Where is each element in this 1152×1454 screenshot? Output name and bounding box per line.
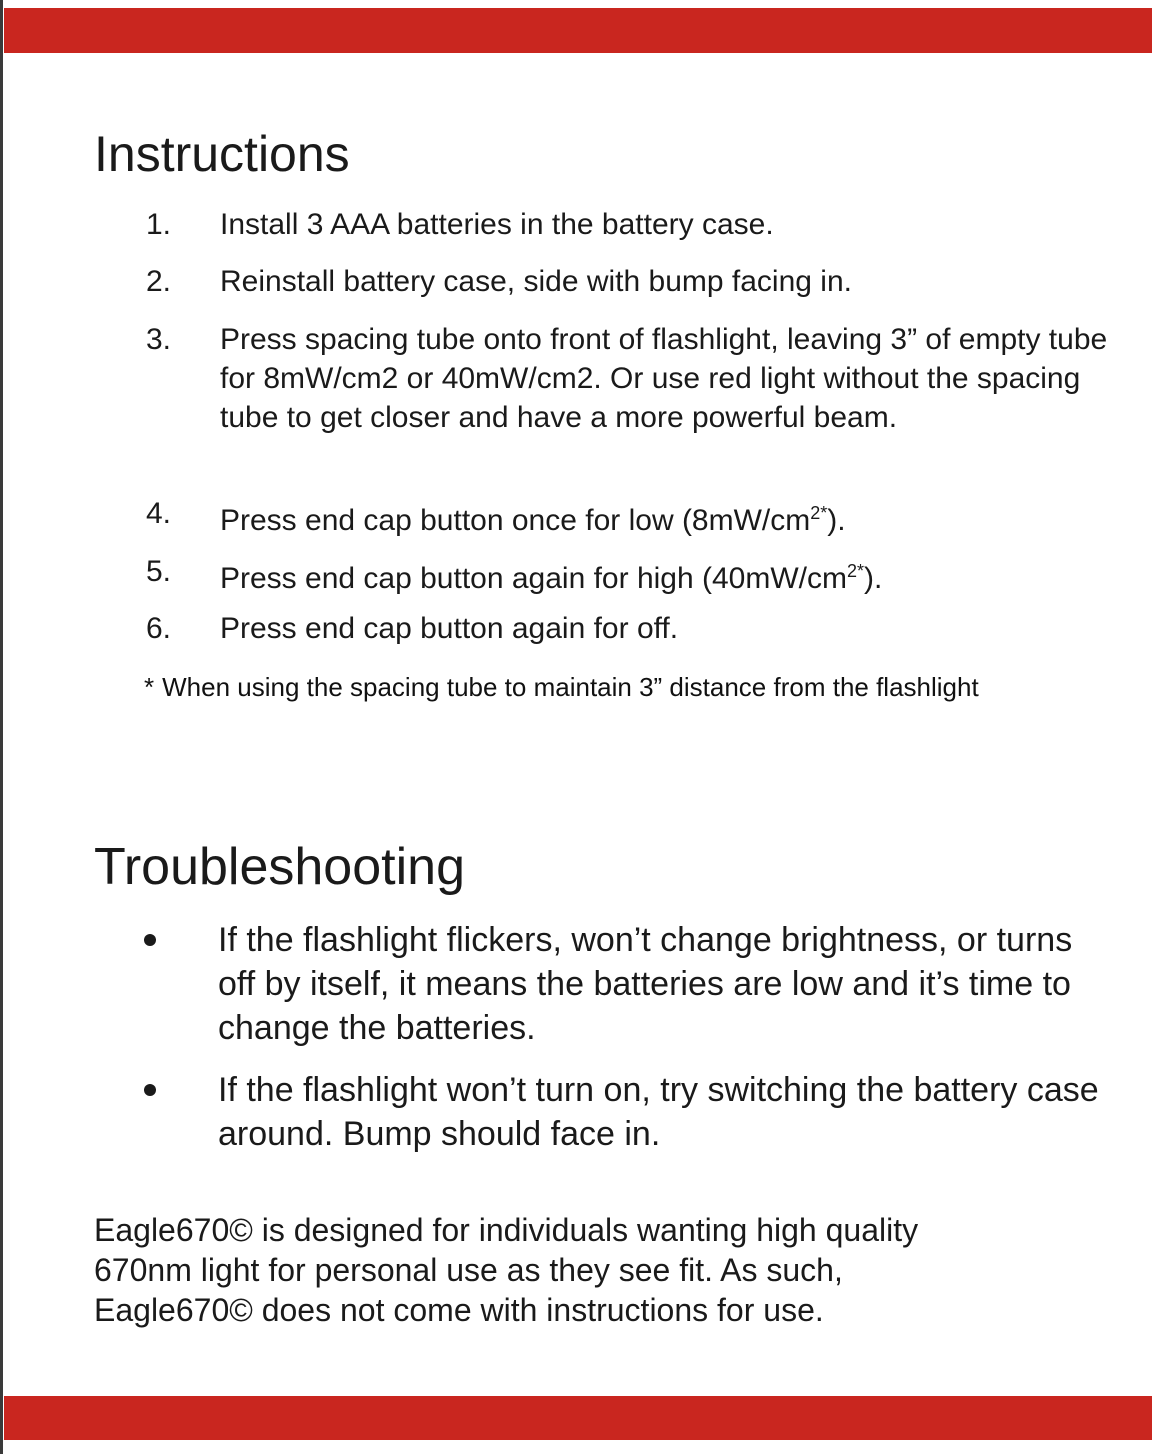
step-text: Press end cap button again for off. (220, 612, 679, 645)
bullet-icon (144, 934, 156, 946)
step-text-end: ). (827, 504, 846, 537)
footnote-text: When using the spacing tube to maintain 3” distance from the flashlight (162, 672, 979, 702)
step-text (220, 552, 1120, 598)
troubleshooting-heading: Troubleshooting (94, 838, 465, 896)
bullet-text: If the flashlight flickers, won’t change brightness, or turns off by itself, it means the batteries are low and it’s time to change the batteries. (218, 921, 1073, 1047)
step-text: Install 3 AAA batteries in the battery case. (220, 208, 774, 241)
disclaimer-line: Eagle670© does not come with instructions for use. (94, 1292, 824, 1328)
superscript: 2* (810, 503, 828, 523)
disclaimer-line: Eagle670© is designed for individuals wanting high quality (94, 1212, 919, 1248)
step-number: 3. (146, 323, 172, 356)
step-text-end: ). (864, 562, 883, 595)
disclaimer (94, 1210, 1094, 1330)
bullet-text: If the flashlight won’t turn on, try switching the battery case around. Bump should face in. (218, 1071, 1099, 1153)
bullet-icon (144, 1084, 156, 1096)
footnote (144, 670, 979, 704)
step-text-main: Press end cap button once for low (8mW/cm (220, 504, 811, 537)
step-number: 5. (146, 555, 172, 588)
step-number: 6. (146, 612, 172, 645)
step-number: 2. (146, 265, 172, 298)
step-text: Reinstall battery case, side with bump facing in. (220, 265, 852, 298)
footnote-star: * (144, 672, 155, 702)
bottom-accent-bar (4, 1396, 1152, 1440)
step-number: 1. (146, 208, 172, 241)
step-text-main: Press end cap button again for high (40mW/cm (220, 562, 847, 595)
step-text (220, 494, 1120, 540)
step-number: 4. (146, 497, 172, 530)
step-text: Press spacing tube onto front of flashlight, leaving 3” of empty tube for 8mW/cm2 or 40mW/cm2. Or use red light without the spacing tube to get closer and have a more powerful beam. (220, 323, 1108, 434)
page-border (0, 0, 3, 1454)
top-accent-bar (4, 8, 1152, 53)
instructions-heading: Instructions (94, 126, 350, 182)
superscript: 2* (846, 561, 864, 581)
disclaimer-line: 670nm light for personal use as they see fit. As such, (94, 1252, 843, 1288)
